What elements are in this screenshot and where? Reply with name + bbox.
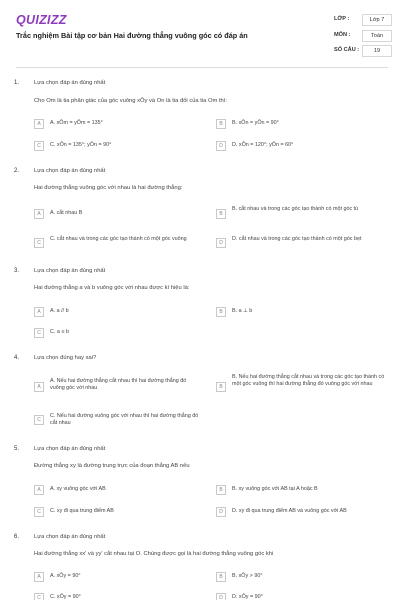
- quizizz-logo: QUIZIZZ: [16, 13, 67, 27]
- option-letter-box[interactable]: A: [34, 307, 44, 317]
- question-instruction: Lựa chọn đáp án đúng nhất: [34, 168, 106, 174]
- option-text: A. xÔy = 90°: [50, 573, 81, 579]
- option-letter-box[interactable]: B: [216, 307, 226, 317]
- meta-subject-value: Toán: [362, 30, 392, 42]
- question-number: 4.: [14, 355, 20, 361]
- option-text: C. Nếu hai đường vuông góc với nhau thì hai đường thẳng đó cắt nhau: [50, 413, 199, 426]
- option-letter-box[interactable]: D: [216, 507, 226, 517]
- option-letter-box[interactable]: B: [216, 119, 226, 129]
- question-stem: Hai đường thẳng vuông góc với nhau là hai đường thẳng:: [34, 185, 183, 191]
- option-text: A. a // b: [50, 308, 69, 314]
- option-letter-box[interactable]: C: [34, 415, 44, 425]
- option-text: B. cắt nhau và trong các góc tạo thành có một góc tù: [232, 206, 359, 212]
- meta-count-value: 19: [362, 45, 392, 57]
- question-instruction: Lựa chọn đáp án đúng nhất: [34, 268, 106, 274]
- option-letter-box[interactable]: C: [34, 328, 44, 338]
- option-letter-box[interactable]: D: [216, 593, 226, 600]
- option-letter-box[interactable]: C: [34, 238, 44, 248]
- option-letter-box[interactable]: D: [216, 141, 226, 151]
- option-letter-box[interactable]: B: [216, 572, 226, 582]
- option-letter-box[interactable]: A: [34, 209, 44, 219]
- option-text: D. cắt nhau và trong các góc tạo thành có một góc bẹt: [232, 236, 362, 242]
- question-instruction: Lựa chọn đáp án đúng nhất: [34, 446, 106, 452]
- option-letter-box[interactable]: A: [34, 572, 44, 582]
- page-title: Trắc nghiệm Bài tập cơ bản Hai đường thẳng vuông góc có đáp án: [16, 31, 248, 40]
- option-text: B. xÔy > 90°: [232, 573, 263, 579]
- option-text: A. xy vuông góc với AB: [50, 486, 106, 492]
- worksheet-header: [0, 0, 400, 66]
- meta-count-label: SỐ CÂU :: [334, 47, 360, 53]
- question-stem: Hai đường thẳng xx' và yy' cắt nhau tại O. Chúng được gọi là hai đường thẳng vuông góc khi: [34, 551, 274, 557]
- option-text: D. xy đi qua trung điểm AB và vuông góc với AB: [232, 508, 347, 514]
- option-letter-box[interactable]: B: [216, 209, 226, 219]
- question-number: 2.: [14, 168, 20, 174]
- option-letter-box[interactable]: A: [34, 485, 44, 495]
- question-instruction: Lựa chọn đáp án đúng nhất: [34, 80, 106, 86]
- option-text: C. cắt nhau và trong các góc tạo thành có một góc vuông: [50, 236, 187, 242]
- option-letter-box[interactable]: C: [34, 507, 44, 517]
- meta-class-value: Lớp 7: [362, 14, 392, 26]
- option-text: D. xÔy = 90°: [232, 594, 263, 600]
- option-text: B. Nếu hai đường thẳng cắt nhau và trong các góc tạo thành có một góc vuông thì hai đường thẳng đó vuông góc với nhau: [232, 374, 385, 387]
- option-text: C. xÔy = 90°: [50, 594, 81, 600]
- option-letter-box[interactable]: A: [34, 119, 44, 129]
- option-text: B. xy vuông góc với AB tại A hoặc B: [232, 486, 318, 492]
- header-divider: [16, 67, 388, 68]
- option-text: C. a ≡ b: [50, 329, 70, 335]
- option-text: C. xÔn = 135°; yÔn = 90°: [50, 142, 112, 148]
- option-text: B. a ⊥ b: [232, 308, 253, 314]
- option-letter-box[interactable]: D: [216, 238, 226, 248]
- question-instruction: Lựa chọn đáp án đúng nhất: [34, 534, 106, 540]
- question-stem: Cho Om là tia phân giác của góc vuông xÔy và On là tia đối của tia Om thì:: [34, 98, 228, 104]
- question-instruction: Lựa chọn đúng hay sai?: [34, 355, 97, 361]
- option-text: D. xÔn = 120°; yÔn = 60°: [232, 142, 294, 148]
- option-text: A. cắt nhau B: [50, 210, 83, 216]
- meta-class-label: LỚP :: [334, 16, 350, 22]
- option-letter-box[interactable]: B: [216, 485, 226, 495]
- question-number: 6.: [14, 534, 20, 540]
- question-number: 5.: [14, 446, 20, 452]
- meta-subject-label: MÔN :: [334, 32, 351, 38]
- option-letter-box[interactable]: C: [34, 593, 44, 600]
- meta-count: [334, 45, 392, 56]
- option-text: A. Nếu hai đường thẳng cắt nhau thì hai đường thẳng đó vuông góc với nhau: [50, 378, 187, 391]
- meta-class: [334, 14, 392, 25]
- option-letter-box[interactable]: C: [34, 141, 44, 151]
- question-stem: Đường thẳng xy là đường trung trực của đoạn thẳng AB nếu: [34, 463, 190, 469]
- question-number: 1.: [14, 80, 20, 86]
- option-text: B. xÔn = yÔn = 90°: [232, 120, 279, 126]
- option-letter-box[interactable]: B: [216, 382, 226, 392]
- question-number: 3.: [14, 268, 20, 274]
- option-letter-box[interactable]: A: [34, 382, 44, 392]
- option-text: C. xy đi qua trung điểm AB: [50, 508, 114, 514]
- option-text: A. xÔm = yÔm = 135°: [50, 120, 103, 126]
- meta-subject: [334, 30, 392, 41]
- question-stem: Hai đường thẳng a và b vuông góc với nhau được kí hiệu là:: [34, 285, 190, 291]
